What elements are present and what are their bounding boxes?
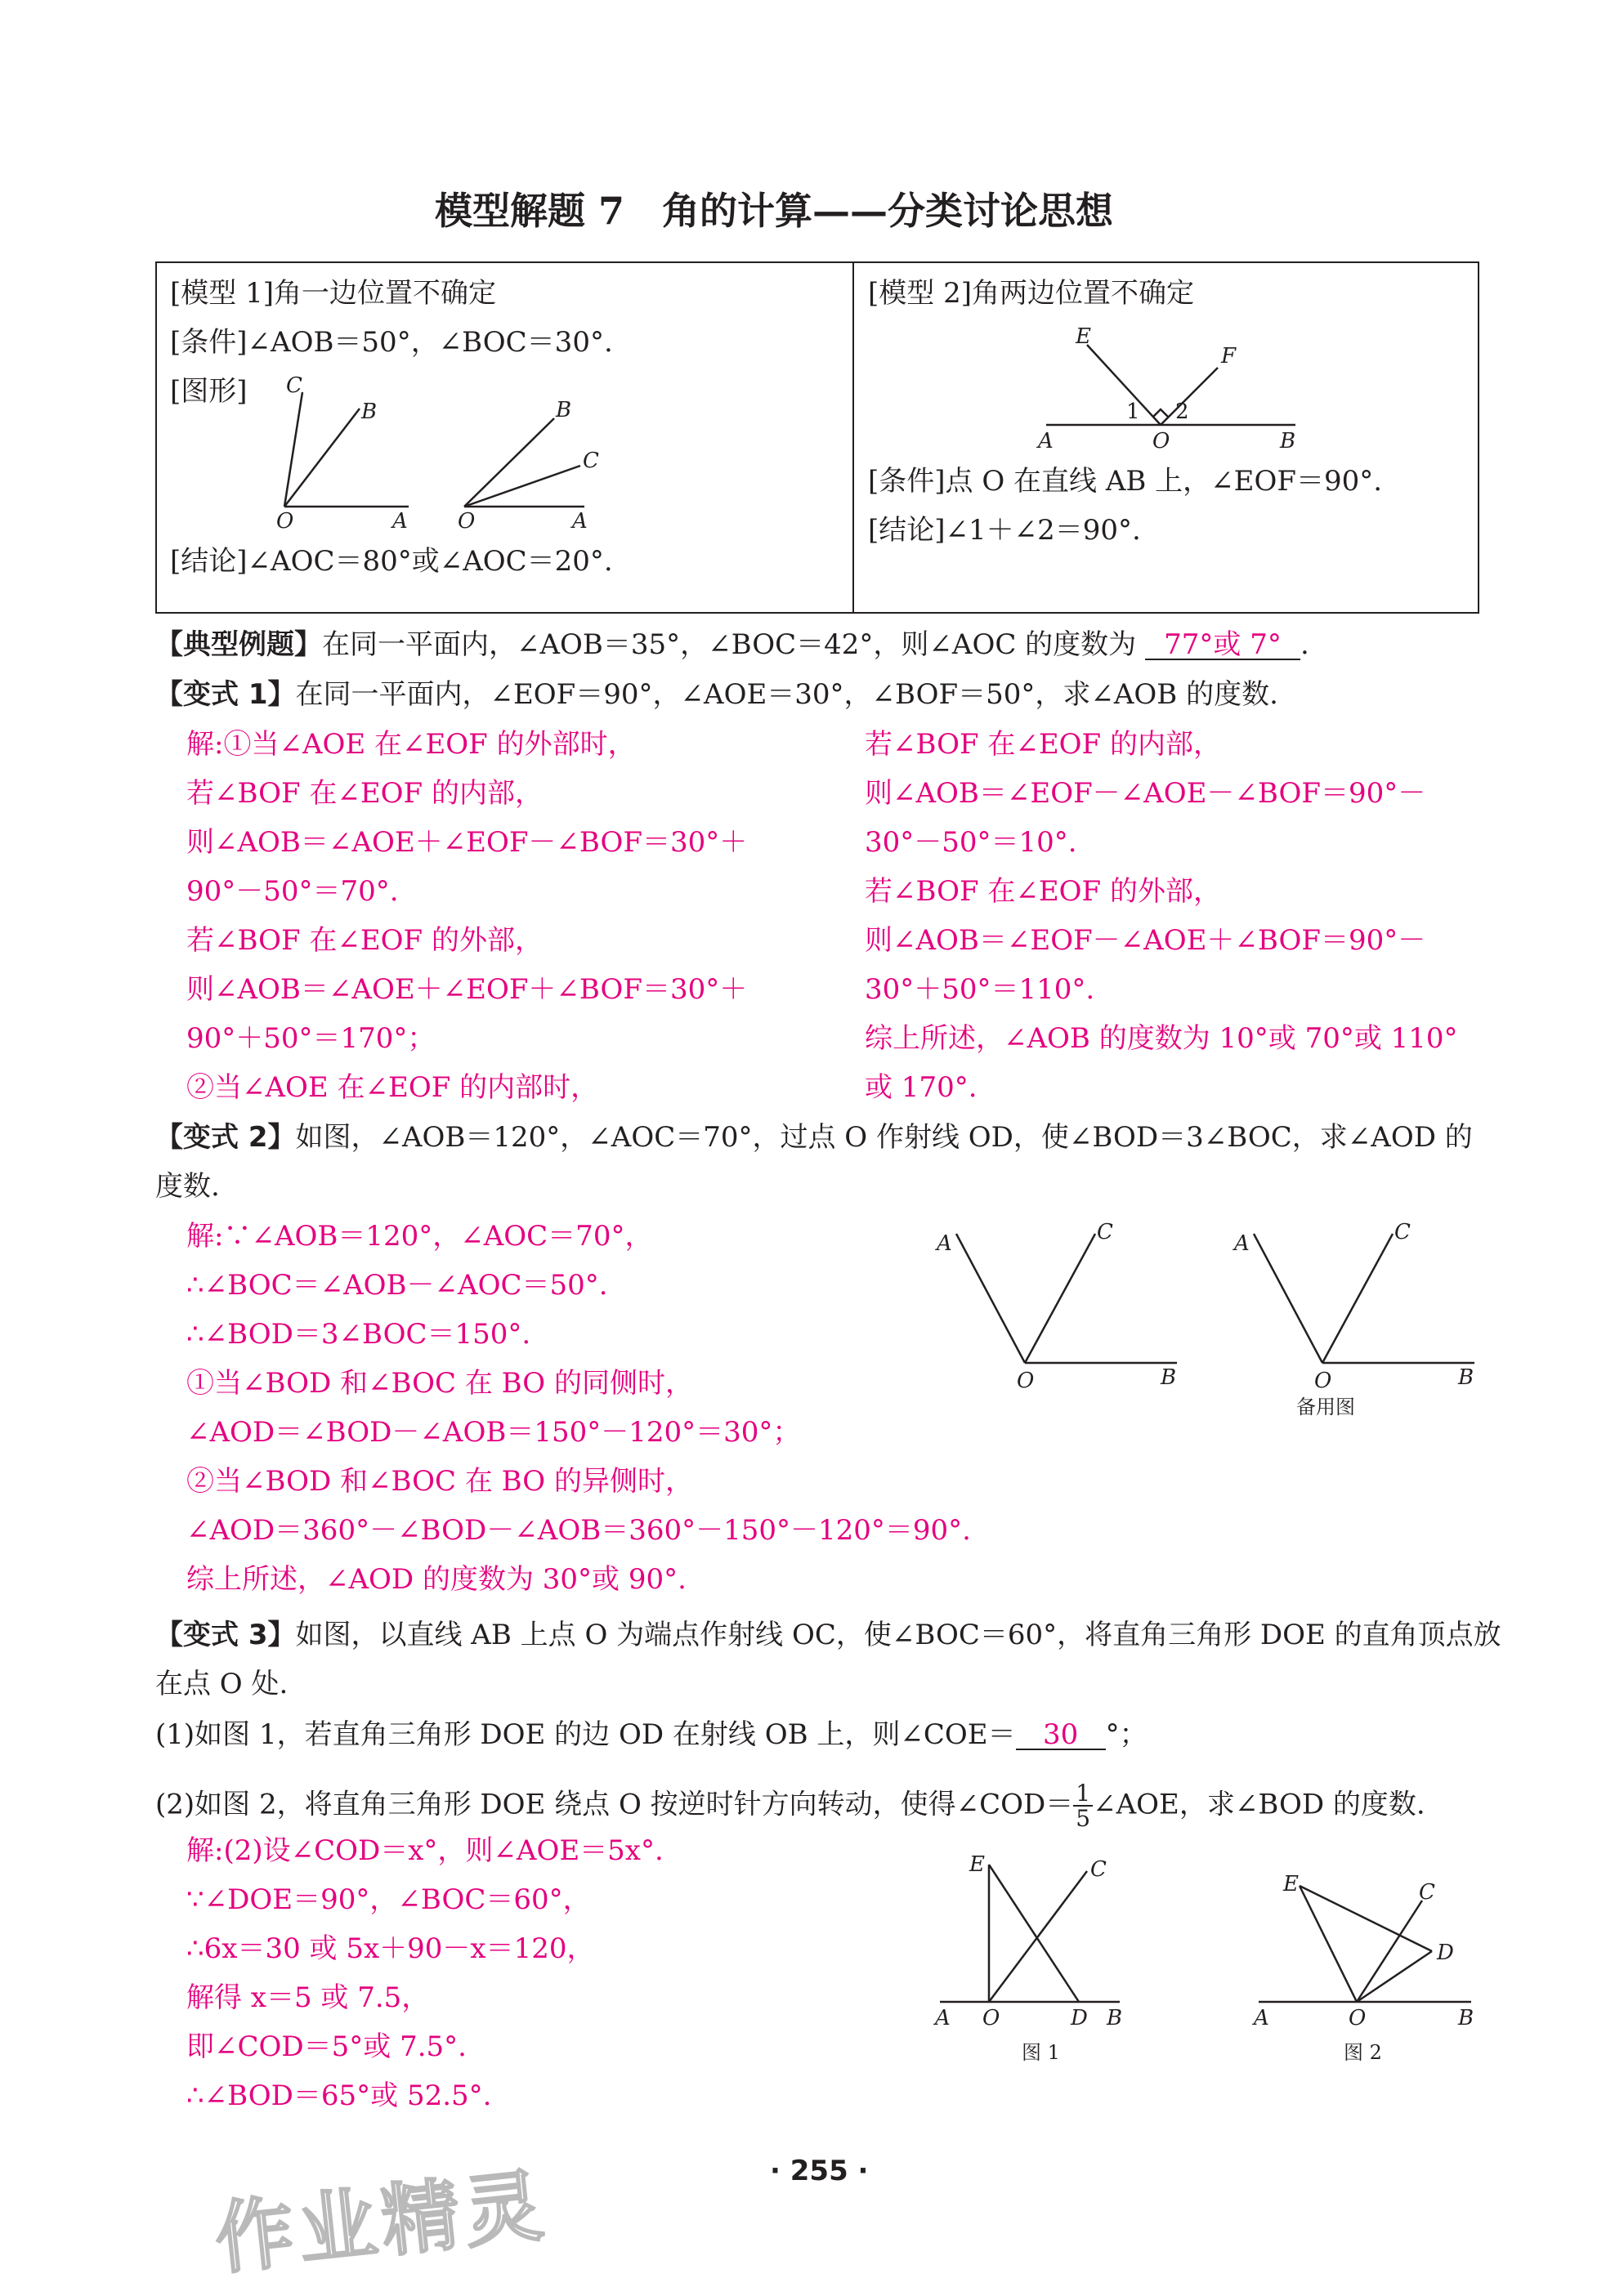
v3-sol-3: 解得 x＝5 或 7.5， bbox=[186, 1981, 430, 2014]
v3-sol-5: ∴∠BOD＝65°或 52.5°. bbox=[186, 2079, 492, 2112]
variant1-label: 【变式 1】 bbox=[155, 678, 296, 711]
v2-caption: 备用图 bbox=[1296, 1396, 1355, 1418]
v1-right-1: 则∠AOB＝∠EOF－∠AOE－∠BOF＝90°－ bbox=[865, 777, 1426, 810]
v3f2-label-A: A bbox=[1254, 2006, 1269, 2030]
model-box-divider bbox=[852, 263, 854, 612]
variant2-line1: 如图，∠AOB＝120°，∠AOC＝70°，过点 O 作射线 OD，使∠BOD＝3∠BOC，求∠AOD 的 bbox=[295, 1121, 1473, 1154]
m2-label-1: 1 bbox=[1126, 400, 1140, 424]
v3f1-caption: 图 1 bbox=[1022, 2041, 1060, 2064]
v1-right-5: 30°＋50°＝110°. bbox=[865, 973, 1095, 1006]
v3-q1-post: °； bbox=[1105, 1718, 1148, 1751]
m2-label-2: 2 bbox=[1175, 400, 1189, 424]
example-answer: 77°或 7° bbox=[1145, 631, 1300, 660]
v2-sol-4: ∠AOD＝∠BOD－∠AOB＝150°－120°＝30°； bbox=[186, 1416, 801, 1449]
model2-figure bbox=[1022, 319, 1324, 458]
v3-frac-den: 5 bbox=[1076, 1805, 1091, 1833]
v2-sol-3: ①当∠BOD 和∠BOC 在 BO 的同侧时， bbox=[186, 1367, 693, 1400]
v3-sol-0: 解:(2)设∠COD＝x°，则∠AOE＝5x°. bbox=[186, 1834, 664, 1867]
model2-conclusion: [结论]∠1＋∠2＝90°. bbox=[868, 514, 1141, 547]
v3-q1-pre: (1)如图 1，若直角三角形 DOE 的边 OD 在射线 OB 上，则∠COE＝ bbox=[155, 1718, 1016, 1751]
v3-q2-post: ∠AOE，求∠BOD 的度数. bbox=[1093, 1788, 1425, 1821]
model1-figure-label: [图形] bbox=[170, 375, 248, 408]
m2-label-E: E bbox=[1076, 324, 1091, 349]
v2b-label-O: O bbox=[1314, 1369, 1332, 1393]
m2-label-A: A bbox=[1038, 429, 1054, 453]
v3f2-caption: 图 2 bbox=[1344, 2041, 1382, 2064]
m1b-label-A: A bbox=[572, 509, 588, 531]
v3f2-label-E: E bbox=[1283, 1872, 1299, 1896]
v3f2-label-B: B bbox=[1458, 2006, 1474, 2030]
example-label: 【典型例题】 bbox=[155, 628, 322, 661]
v3-q1-answer: 30 bbox=[1016, 1721, 1106, 1750]
model1-figure bbox=[262, 368, 605, 531]
model1-conclusion: [结论]∠AOC＝80°或∠AOC＝20°. bbox=[170, 545, 613, 578]
v1-left-4: 若∠BOF 在∠EOF 的外部， bbox=[186, 924, 543, 957]
example-text: 在同一平面内，∠AOB＝35°，∠BOC＝42°，则∠AOC 的度数为 bbox=[322, 628, 1137, 661]
variant3-q1 bbox=[155, 1718, 1148, 1751]
variant3-figures bbox=[924, 1838, 1496, 2067]
v3-frac-num: 1 bbox=[1073, 1781, 1093, 1807]
v2a-label-O: O bbox=[1017, 1369, 1035, 1393]
model2-condition: [条件]点 O 在直线 AB 上，∠EOF＝90°. bbox=[868, 465, 1383, 498]
v3f2-label-C: C bbox=[1419, 1880, 1435, 1905]
m1b-label-O: O bbox=[458, 509, 476, 531]
v1-left-1: 若∠BOF 在∠EOF 的内部， bbox=[186, 777, 543, 810]
v1-left-7: ②当∠AOE 在∠EOF 的内部时， bbox=[186, 1071, 599, 1104]
v2a-label-B: B bbox=[1161, 1365, 1177, 1390]
page-number: · 255 · bbox=[770, 2155, 869, 2187]
model1-condition: [条件]∠AOB＝50°，∠BOC＝30°. bbox=[170, 326, 613, 359]
variant3-q2 bbox=[155, 1781, 1425, 1831]
variant1-question bbox=[155, 678, 1278, 711]
variant3-label: 【变式 3】 bbox=[155, 1619, 296, 1651]
v3f2-label-D: D bbox=[1437, 1941, 1454, 1965]
m2-label-B: B bbox=[1280, 429, 1296, 453]
v1-left-3: 90°－50°＝70°. bbox=[186, 875, 399, 908]
watermark: 作业精灵 bbox=[211, 2159, 553, 2285]
v1-right-4: 则∠AOB＝∠EOF－∠AOE＋∠BOF＝90°－ bbox=[865, 924, 1426, 957]
v2-sol-6: ∠AOD＝360°－∠BOD－∠AOB＝360°－150°－120°＝90°. bbox=[186, 1514, 971, 1547]
v2-sol-0: 解:∵∠AOB＝120°，∠AOC＝70°， bbox=[186, 1220, 653, 1253]
m1b-label-B: B bbox=[556, 398, 572, 422]
v2a-label-A: A bbox=[937, 1231, 952, 1256]
v2b-label-A: A bbox=[1234, 1231, 1250, 1256]
v3f1-label-A: A bbox=[935, 2006, 951, 2030]
v3-q2-fraction bbox=[1073, 1781, 1093, 1831]
v3-sol-4: 即∠COD＝5°或 7.5°. bbox=[186, 2030, 467, 2063]
m1a-label-C: C bbox=[286, 373, 302, 398]
v2-sol-5: ②当∠BOD 和∠BOC 在 BO 的异侧时， bbox=[186, 1465, 693, 1498]
v3f1-label-O: O bbox=[982, 2006, 1000, 2030]
v3f1-label-D: D bbox=[1071, 2006, 1088, 2030]
page-title: 模型解题 7 角的计算——分类讨论思想 bbox=[435, 189, 1114, 233]
v2-sol-1: ∴∠BOC＝∠AOB－∠AOC＝50°. bbox=[186, 1269, 608, 1302]
example-line bbox=[155, 628, 1309, 661]
model2-heading: [模型 2]角两边位置不确定 bbox=[868, 277, 1194, 310]
v2-sol-7: 综上所述，∠AOD 的度数为 30°或 90°. bbox=[186, 1563, 687, 1596]
m1a-label-A: A bbox=[392, 509, 408, 531]
v1-right-6: 综上所述，∠AOB 的度数为 10°或 70°或 110° bbox=[865, 1022, 1458, 1055]
model1-heading: [模型 1]角一边位置不确定 bbox=[170, 277, 496, 310]
m1a-label-O: O bbox=[276, 509, 294, 531]
v1-right-3: 若∠BOF 在∠EOF 的外部， bbox=[865, 875, 1221, 908]
v1-left-2: 则∠AOB＝∠AOE＋∠EOF－∠BOF＝30°＋ bbox=[186, 826, 748, 859]
variant2-question bbox=[155, 1121, 1473, 1154]
v1-left-0: 解:①当∠AOE 在∠EOF 的外部时， bbox=[186, 728, 636, 761]
v3-sol-2: ∴6x＝30 或 5x＋90－x＝120， bbox=[186, 1932, 595, 1965]
v3-q2-pre: (2)如图 2，将直角三角形 DOE 绕点 O 按逆时针方向转动，使得∠COD＝ bbox=[155, 1788, 1074, 1821]
v1-right-7: 或 170°. bbox=[865, 1071, 978, 1104]
v3f1-label-B: B bbox=[1107, 2006, 1123, 2030]
v3-sol-1: ∵∠DOE＝90°，∠BOC＝60°， bbox=[186, 1883, 591, 1916]
m1b-label-C: C bbox=[583, 449, 599, 473]
m2-label-F: F bbox=[1221, 344, 1237, 369]
v1-left-6: 90°＋50°＝170°； bbox=[186, 1022, 436, 1055]
v1-right-0: 若∠BOF 在∠EOF 的内部， bbox=[865, 728, 1221, 761]
v2b-label-B: B bbox=[1458, 1365, 1474, 1390]
v2b-label-C: C bbox=[1394, 1220, 1411, 1244]
variant2-figures bbox=[932, 1209, 1504, 1422]
example-end: . bbox=[1300, 628, 1309, 661]
v1-left-5: 则∠AOB＝∠AOE＋∠EOF＋∠BOF＝30°＋ bbox=[186, 973, 748, 1006]
v3f2-label-O: O bbox=[1349, 2006, 1367, 2030]
v3f1-label-C: C bbox=[1090, 1857, 1107, 1882]
variant1-text: 在同一平面内，∠EOF＝90°，∠AOE＝30°，∠BOF＝50°，求∠AOB 的度数. bbox=[295, 678, 1278, 711]
variant2-label: 【变式 2】 bbox=[155, 1121, 296, 1154]
variant3-line2: 在点 O 处. bbox=[155, 1668, 289, 1700]
v1-right-2: 30°－50°＝10°. bbox=[865, 826, 1077, 859]
variant3-question bbox=[155, 1621, 1501, 1649]
variant3-line1: 如图，以直线 AB 上点 O 为端点作射线 OC，使∠BOC＝60°，将直角三角形 DOE 的直角顶点放 bbox=[295, 1619, 1501, 1651]
m2-label-O: O bbox=[1152, 429, 1170, 453]
v2-sol-2: ∴∠BOD＝3∠BOC＝150°. bbox=[186, 1318, 531, 1351]
m1a-label-B: B bbox=[361, 400, 378, 424]
variant2-line2: 度数. bbox=[155, 1170, 220, 1203]
v3f1-label-E: E bbox=[969, 1852, 985, 1877]
v2a-label-C: C bbox=[1097, 1220, 1113, 1244]
